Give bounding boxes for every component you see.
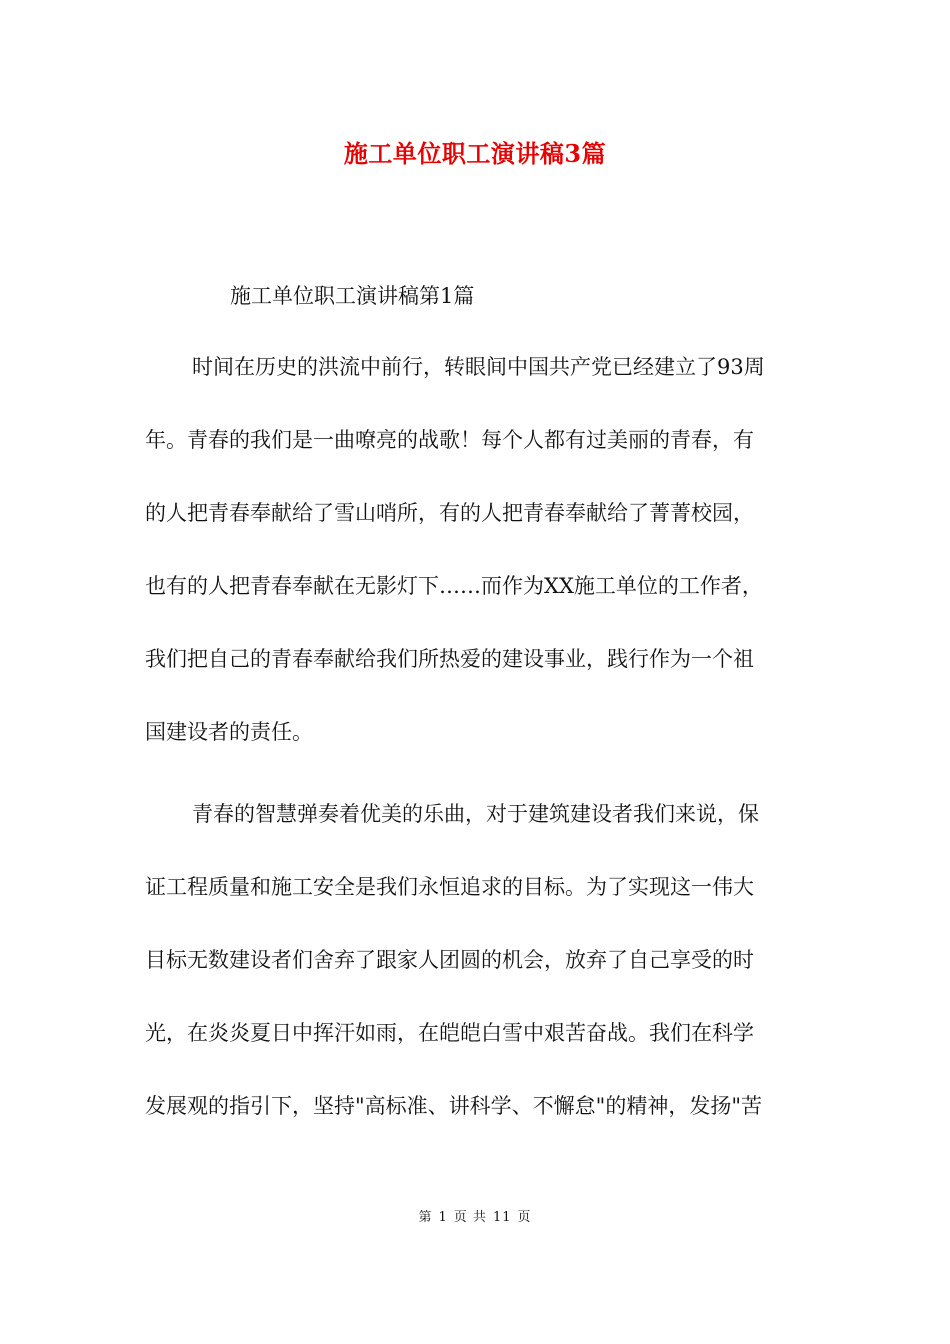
footer-suffix: 页 (517, 1210, 532, 1225)
paragraph-line: 光，在炎炎夏日中挥汗如雨，在皑皑白雪中艰苦奋战。我们在科学 (145, 1021, 754, 1045)
footer-total-pages: 11 (492, 1210, 512, 1225)
paragraph-line: 的人把青春奉献给了雪山哨所，有的人把青春奉献给了菁菁校园， (145, 501, 754, 525)
footer-prefix: 第 (418, 1210, 433, 1225)
paragraph-line: 我们把自己的青春奉献给我们所热爱的建设事业，践行作为一个祖 (145, 647, 754, 671)
paragraph-line: 也有的人把青春奉献在无影灯下……而作为XX施工单位的工作者， (145, 574, 763, 598)
paragraph-2 (145, 778, 807, 1143)
paragraph-line: 时间在历史的洪流中前行，转眼间中国共产党已经建立了93周 (192, 355, 765, 379)
section-title: 施工单位职工演讲稿第1篇 (230, 284, 475, 308)
paragraph-line: 国建设者的责任。 (145, 720, 313, 744)
paragraph-line: 证工程质量和施工安全是我们永恒追求的目标。为了实现这一伟大 (145, 875, 754, 899)
document-title: 施工单位职工演讲稿3篇 (343, 139, 607, 168)
paragraph-line: 年。青春的我们是一曲嘹亮的战歌！每个人都有过美丽的青春，有 (145, 428, 754, 452)
paragraph-1 (145, 331, 807, 769)
page-footer (0, 1208, 950, 1228)
paragraph-line: 青春的智慧弹奏着优美的乐曲，对于建筑建设者我们来说，保 (192, 802, 759, 826)
footer-middle: 页 共 (453, 1210, 487, 1225)
paragraph-line: 目标无数建设者们舍弃了跟家人团圆的机会，放弃了自己享受的时 (145, 948, 754, 972)
footer-page-number: 1 (438, 1210, 448, 1225)
paragraph-line: 发展观的指引下，坚持"高标准、讲科学、不懈怠"的精神，发扬"苦 (145, 1094, 762, 1118)
